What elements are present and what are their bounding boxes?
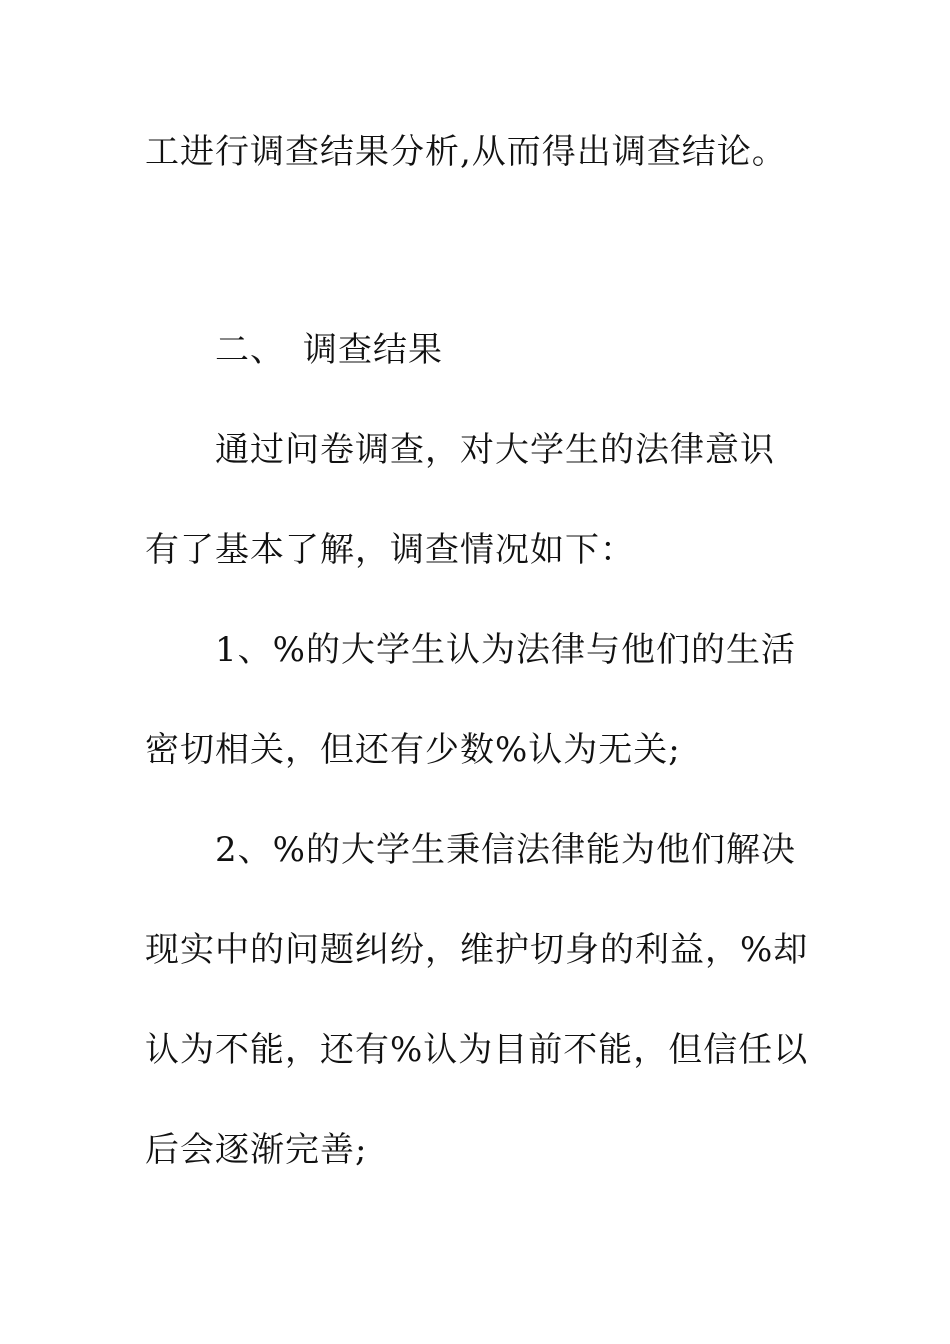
section-title: 调查结果 (303, 330, 443, 370)
item-2-line-4: 后会逐渐完善; (145, 1130, 368, 1170)
item-2-line-1: 2、%的大学生秉信法律能为他们解决 (215, 830, 796, 870)
section-heading (215, 330, 443, 370)
item-1-line-1: 1、%的大学生认为法律与他们的生活 (215, 630, 796, 670)
section-number: 二、 (215, 330, 285, 370)
paragraph-continuation: 工进行调查结果分析,从而得出调查结论。 (145, 132, 787, 172)
item-2-line-3: 认为不能，还有%认为目前不能，但信任以 (145, 1030, 809, 1070)
intro-line-2: 有了基本了解，调查情况如下： (145, 530, 635, 570)
intro-line-1: 通过问卷调查，对大学生的法律意识 (215, 430, 775, 470)
item-2-line-2: 现实中的问题纠纷，维护切身的利益，%却 (145, 930, 809, 970)
item-1-line-2: 密切相关，但还有少数%认为无关; (145, 730, 681, 770)
